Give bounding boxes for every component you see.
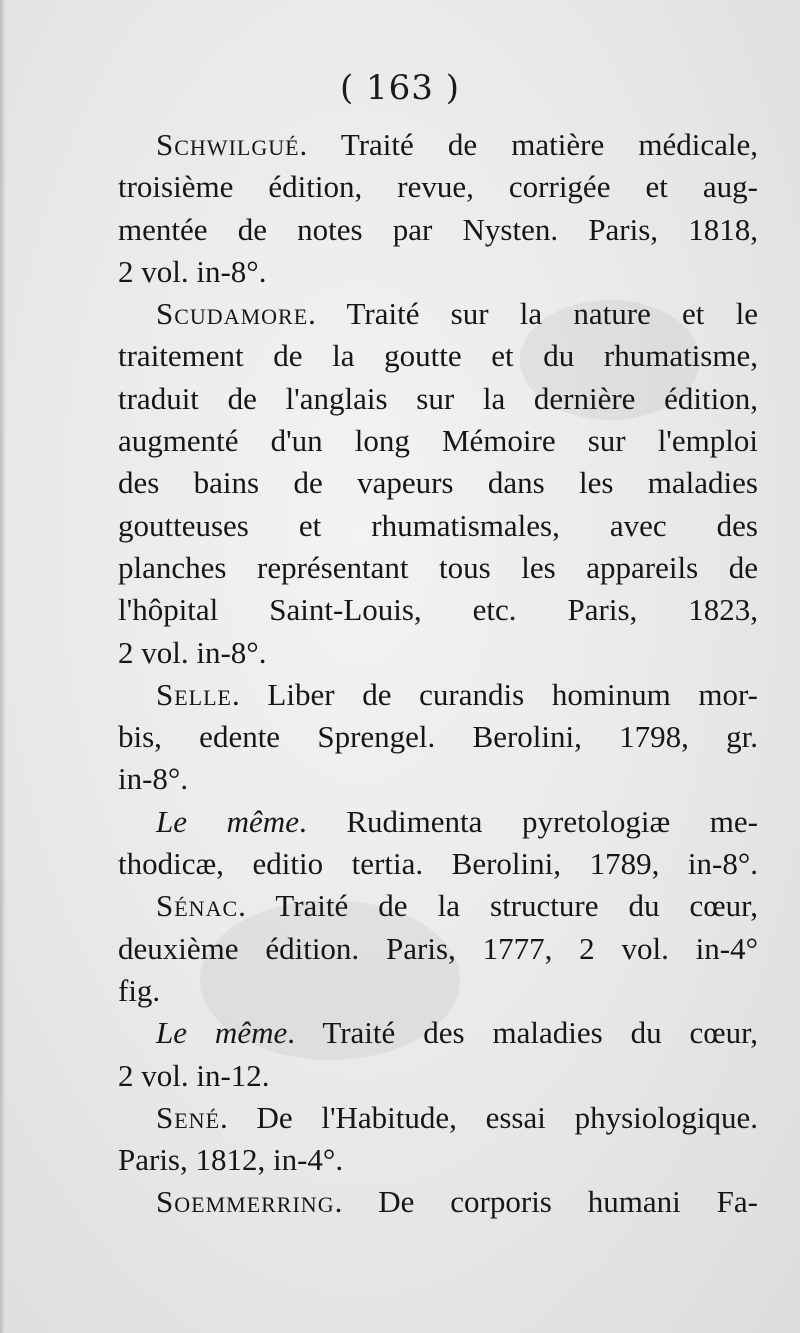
text-line: troisième édition, revue, corrigée et aug- <box>118 169 758 205</box>
text-line: Le même. Traité des maladies du cœur, <box>156 1015 758 1051</box>
text-line: Sénac. Traité de la structure du cœur, <box>156 888 758 924</box>
text-line: Sené. De l'Habitude, essai physiologique. <box>156 1099 758 1135</box>
text-line: mentée de notes par Nysten. Paris, 1818, <box>118 211 758 247</box>
text-line: Paris, 1812, in-4°. <box>118 1142 344 1178</box>
text-line: traitement de la goutte et du rhumatisme, <box>118 338 758 374</box>
page-edge <box>0 0 6 1333</box>
text-line: traduit de l'anglais sur la dernière édition, <box>118 380 758 416</box>
text-line: planches représentant tous les appareils de <box>118 549 758 585</box>
text-line: Soemmerring. De corporis humani Fa- <box>156 1184 758 1220</box>
author-name: Scudamore <box>156 296 309 332</box>
author-name: Sénac <box>156 888 239 924</box>
author-name: Sené <box>156 1099 221 1135</box>
text-line: goutteuses et rhumatismales, avec des <box>118 507 758 543</box>
text-line: Selle. Liber de curandis hominum mor- <box>156 676 758 712</box>
text-line: thodicæ, editio tertia. Berolini, 1789, in-8°. <box>118 846 758 882</box>
text-line: fig. <box>118 972 161 1008</box>
bibliography-text <box>118 124 758 1224</box>
text-line: 2 vol. in-8°. <box>118 253 267 289</box>
author-name: Soemmerring <box>156 1184 335 1220</box>
text-line: bis, edente Sprengel. Berolini, 1798, gr. <box>118 719 758 755</box>
ibid-lead: Le même <box>156 1015 288 1051</box>
author-name: Schwilgué <box>156 127 300 162</box>
author-name: Selle <box>156 676 232 712</box>
text-line: in-8°. <box>118 761 189 797</box>
text-line: augmenté d'un long Mémoire sur l'emploi <box>118 423 758 459</box>
page-number: ( 163 ) <box>339 68 461 108</box>
text-line: l'hôpital Saint-Louis, etc. Paris, 1823, <box>118 592 758 628</box>
text-line: des bains de vapeurs dans les maladies <box>118 465 758 501</box>
ibid-lead: Le même <box>156 803 299 839</box>
text-line: Le même. Rudimenta pyretologiæ me- <box>156 803 758 839</box>
text-line: Scudamore. Traité sur la nature et le <box>156 296 758 332</box>
text-line: 2 vol. in-12. <box>118 1057 270 1093</box>
text-line: 2 vol. in-8°. <box>118 634 267 670</box>
text-line: deuxième édition. Paris, 1777, 2 vol. in-4° <box>118 930 758 966</box>
text-line: Schwilgué. Traité de matière médicale, <box>156 127 758 162</box>
